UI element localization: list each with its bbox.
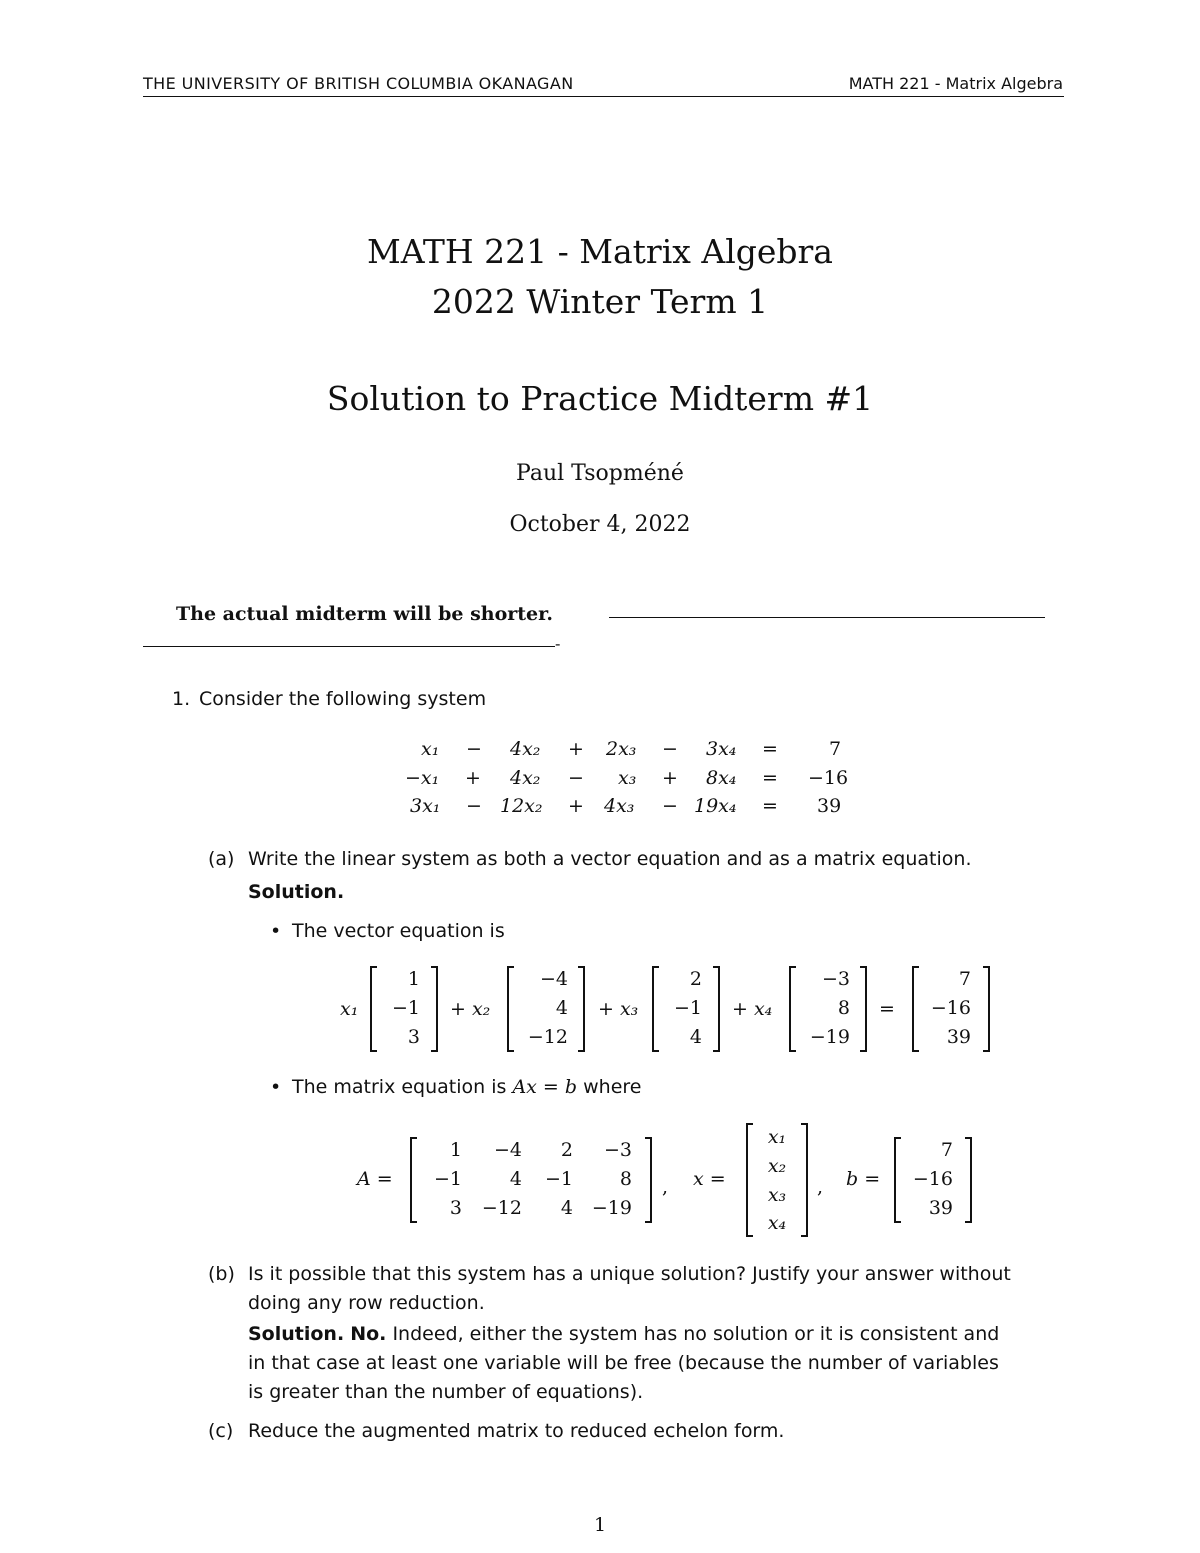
eq-op: =	[762, 795, 778, 817]
eq-term: 3x₁	[410, 795, 441, 817]
matrix-A-entry: 2	[560, 1139, 573, 1161]
bullet-matrix-post: where	[583, 1076, 642, 1098]
matrix-A-entry: −1	[544, 1168, 573, 1190]
vector-b-entry: 7	[940, 1139, 953, 1161]
vector-2-entry: −12	[527, 1026, 568, 1048]
eq-term: 12x₂	[500, 795, 543, 817]
vector-x-entry: x₄	[767, 1212, 787, 1234]
vec-coef-x4: + x₄	[732, 998, 773, 1020]
eq-term: x₁	[421, 738, 440, 760]
vector-x-entry: x₂	[767, 1155, 787, 1177]
notice-text: The actual midterm will be shorter.	[176, 603, 554, 625]
page-number: 1	[593, 1514, 607, 1536]
matrix-A-entry: 8	[619, 1168, 632, 1190]
part-b-text-1: Is it possible that this system has a unique solution? Justify your answer without	[248, 1263, 1011, 1285]
vector-x-entry: x₃	[767, 1184, 787, 1206]
part-b-solution-line-2: in that case at least one variable will be free (because the number of variables	[248, 1352, 999, 1374]
vector-rhs-entry: 7	[958, 968, 971, 990]
running-header-university: THE UNIVERSITY OF BRITISH COLUMBIA OKANAGAN	[143, 74, 574, 93]
vector-1-entry: 3	[407, 1026, 420, 1048]
vector-1-entry: −1	[391, 997, 420, 1019]
equation-row-1	[0, 738, 1200, 764]
eq-term: 4x₃	[604, 795, 635, 817]
question-number: 1.	[172, 688, 191, 710]
vector-4-entry: 8	[837, 997, 850, 1019]
vector-x-entry: x₁	[767, 1126, 787, 1148]
part-b-solution-line-1	[248, 1323, 999, 1345]
vector-rhs-entry: 39	[946, 1026, 971, 1048]
eq-term: 4x₂	[510, 767, 541, 789]
eq-op: −	[568, 767, 584, 789]
vector-b-entry: 39	[928, 1197, 953, 1219]
matrix-A-entry: −12	[481, 1197, 522, 1219]
vec-equals: =	[879, 998, 895, 1020]
vector-b-label: b =	[846, 1168, 881, 1190]
vector-3-entry: −1	[673, 997, 702, 1019]
vector-4-entry: −3	[821, 968, 850, 990]
bullet-matrix-eq: Ax = b	[512, 1076, 578, 1098]
eq-op: −	[662, 738, 678, 760]
eq-term: 2x₃	[606, 738, 637, 760]
author: Paul Tsopméné	[516, 461, 684, 486]
solution-text: Indeed, either the system has no solution or it is consistent and	[392, 1323, 1000, 1345]
solution-label: Solution.	[248, 881, 345, 903]
part-b-text-2: doing any row reduction.	[248, 1292, 485, 1314]
matrix-A-entry: 4	[509, 1168, 522, 1190]
part-c-label: (c)	[208, 1420, 234, 1442]
matrix-A-entry: 4	[560, 1197, 573, 1219]
eq-op: +	[568, 738, 584, 760]
notice-rule-1	[609, 617, 1045, 618]
bullet-icon: •	[270, 1076, 282, 1098]
eq-op: −	[466, 795, 482, 817]
vector-1-entry: 1	[407, 968, 420, 990]
bullet-matrix-pre: The matrix equation is	[292, 1076, 507, 1098]
eq-rhs: 39	[817, 795, 842, 817]
eq-op: =	[762, 738, 778, 760]
matrix-A-entry: −4	[493, 1139, 522, 1161]
term-title: 2022 Winter Term 1	[431, 282, 769, 321]
comma: ,	[662, 1176, 669, 1198]
eq-term: 4x₂	[510, 738, 541, 760]
part-b-solution-line-3: is greater than the number of equations).	[248, 1381, 644, 1403]
matrix-A-entry: 3	[449, 1197, 462, 1219]
eq-op: −	[466, 738, 482, 760]
vec-coef-x3: + x₃	[598, 998, 639, 1020]
vector-b-entry: −16	[912, 1168, 953, 1190]
part-a-label: (a)	[208, 848, 235, 870]
vector-rhs-entry: −16	[930, 997, 971, 1019]
vector-2-entry: 4	[555, 997, 568, 1019]
bullet-icon: •	[270, 920, 282, 942]
header-rule	[143, 96, 1064, 97]
notice-rule-2	[143, 646, 555, 647]
eq-term: −x₁	[405, 767, 440, 789]
running-header-course: MATH 221 - Matrix Algebra	[848, 74, 1063, 93]
matrix-A-entry: 1	[449, 1139, 462, 1161]
eq-term: x₃	[618, 767, 637, 789]
vec-coef-x2: + x₂	[450, 998, 491, 1020]
vector-3-entry: 4	[689, 1026, 702, 1048]
eq-term: 19x₄	[694, 795, 737, 817]
part-a-text: Write the linear system as both a vector equation and as a matrix equation.	[248, 848, 972, 870]
vector-4-entry: −19	[809, 1026, 850, 1048]
document-title: Solution to Practice Midterm #1	[326, 379, 874, 418]
matrix-A-entry: −1	[433, 1168, 462, 1190]
course-title: MATH 221 - Matrix Algebra	[367, 232, 833, 271]
vector-2-entry: −4	[539, 968, 568, 990]
vector-3-entry: 2	[689, 968, 702, 990]
bullet-matrix-text	[292, 1076, 641, 1098]
vec-coef-x1: x₁	[340, 998, 359, 1020]
question-prompt: Consider the following system	[199, 688, 487, 710]
matrix-A-entry: −19	[591, 1197, 632, 1219]
notice-rule-end: -	[555, 634, 561, 653]
eq-op: =	[762, 767, 778, 789]
eq-op: +	[568, 795, 584, 817]
date: October 4, 2022	[509, 512, 691, 537]
eq-op: +	[465, 767, 481, 789]
eq-op: −	[662, 795, 678, 817]
comma: ,	[817, 1176, 824, 1198]
solution-answer: No.	[350, 1323, 387, 1345]
eq-term: 8x₄	[706, 767, 737, 789]
vector-x-label: x =	[693, 1168, 726, 1190]
matrix-A-entry: −3	[603, 1139, 632, 1161]
eq-term: 3x₄	[706, 738, 737, 760]
part-b-label: (b)	[208, 1263, 235, 1285]
eq-op: +	[662, 767, 678, 789]
eq-rhs: 7	[829, 738, 842, 760]
equation-row-3	[0, 795, 1200, 821]
matrix-A-label: A =	[357, 1168, 393, 1190]
equation-row-2	[0, 767, 1200, 793]
part-c-text: Reduce the augmented matrix to reduced echelon form.	[248, 1420, 785, 1442]
bullet-vector-text: The vector equation is	[292, 920, 505, 942]
eq-rhs: −16	[808, 767, 849, 789]
solution-label: Solution.	[248, 1323, 345, 1345]
